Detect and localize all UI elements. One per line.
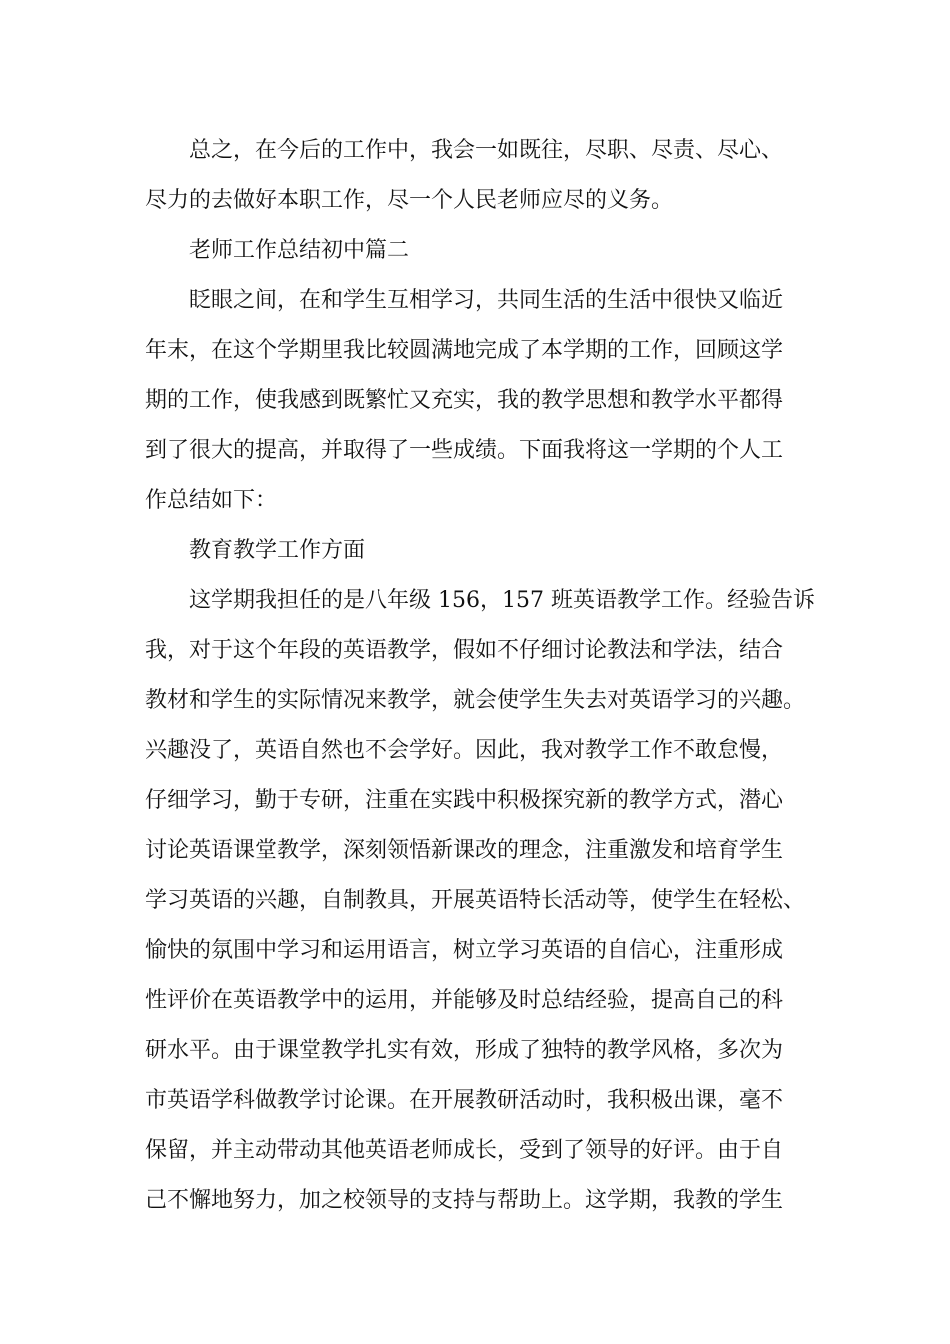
text-line: 我，对于这个年段的英语教学，假如不仔细讨论教法和学法，结合 — [145, 638, 784, 663]
text-line: 老师工作总结初中篇二 — [189, 238, 410, 263]
text-line: 市英语学科做教学讨论课。在开展教研活动时，我积极出课，毫不 — [145, 1088, 784, 1113]
text-line: 作总结如下： — [145, 488, 278, 513]
text-line: 保留，并主动带动其他英语老师成长，受到了领导的好评。由于自 — [145, 1138, 784, 1163]
text-line: 到了很大的提高，并取得了一些成绩。下面我将这一学期的个人工 — [145, 438, 784, 463]
text-line: 总之，在今后的工作中，我会一如既往，尽职、尽责、尽心、 — [189, 138, 784, 163]
text-line: 这学期我担任的是八年级 156，157 班英语教学工作。经验告诉 — [189, 588, 815, 613]
text-line: 尽力的去做好本职工作，尽一个人民老师应尽的义务。 — [145, 188, 674, 213]
document-body — [145, 126, 820, 1226]
text-line: 眨眼之间，在和学生互相学习，共同生活的生活中很快又临近 — [189, 288, 784, 313]
text-line: 讨论英语课堂教学，深刻领悟新课改的理念，注重激发和培育学生 — [145, 838, 784, 863]
text-line: 学习英语的兴趣，自制教具，开展英语特长活动等，使学生在轻松、 — [145, 888, 806, 913]
text-line: 仔细学习，勤于专研，注重在实践中积极探究新的教学方式，潜心 — [145, 788, 784, 813]
text-line: 年末，在这个学期里我比较圆满地完成了本学期的工作，回顾这学 — [145, 338, 784, 363]
text-line: 研水平。由于课堂教学扎实有效，形成了独特的教学风格，多次为 — [145, 1038, 784, 1063]
text-line: 教材和学生的实际情况来教学，就会使学生失去对英语学习的兴趣。 — [145, 688, 806, 713]
text-line: 愉快的氛围中学习和运用语言，树立学习英语的自信心，注重形成 — [145, 938, 784, 963]
text-line: 教育教学工作方面 — [189, 538, 366, 563]
text-line: 己不懈地努力，加之校领导的支持与帮助上。这学期，我教的学生 — [145, 1188, 784, 1213]
text-line: 性评价在英语教学中的运用，并能够及时总结经验，提高自己的科 — [145, 988, 784, 1013]
text-line: 期的工作，使我感到既繁忙又充实，我的教学思想和教学水平都得 — [145, 388, 784, 413]
text-line: 兴趣没了，英语自然也不会学好。因此，我对教学工作不敢怠慢， — [145, 738, 784, 763]
